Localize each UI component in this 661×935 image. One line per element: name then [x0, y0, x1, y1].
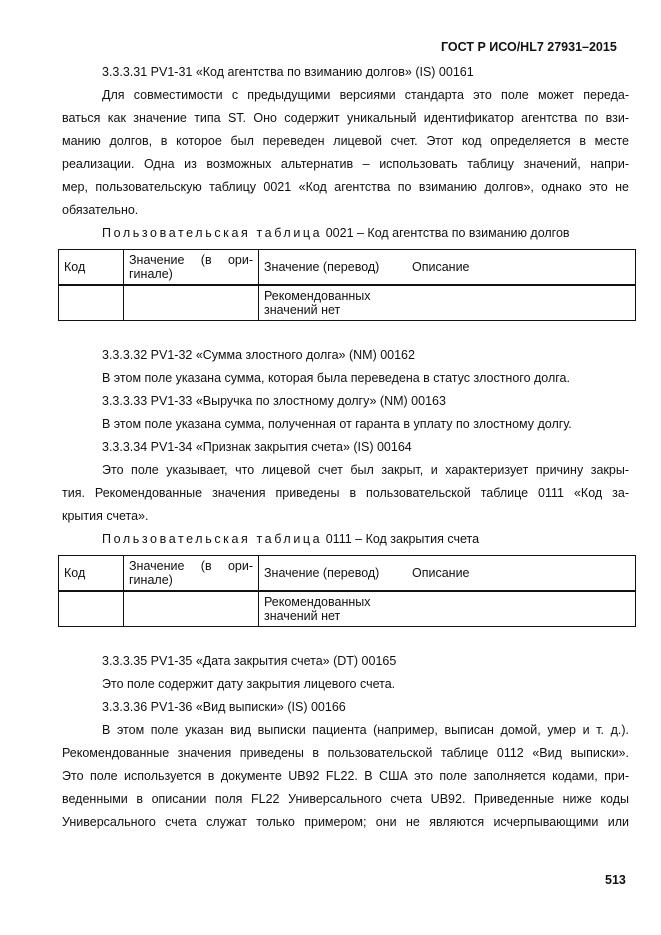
column-header-description: Описание	[407, 556, 636, 592]
user-table-0021	[58, 249, 636, 321]
paragraph-line: Для совместимости с предыдущими версиями стандарта это поле может переда-	[102, 88, 629, 102]
table-cell-translation: Рекомендованных значений нет	[259, 285, 408, 321]
table-row	[59, 591, 636, 627]
paragraph-line: Рекомендованные значения приведены в пользовательской таблице 0112 «Вид выписки».	[62, 746, 629, 760]
table-caption-0111: Пользовательская таблица 0111 – Код закрытия счета	[102, 532, 480, 546]
section-heading-31: 3.3.3.31 PV1-31 «Код агентства по взиманию долгов» (IS) 00161	[102, 65, 474, 79]
page-number: 513	[605, 873, 626, 887]
paragraph-line: В этом поле указана сумма, которая была переведена в статус злостного долга.	[102, 371, 570, 385]
paragraph-line: В этом поле указан вид выписки пациента (например, выписан домой, умер и т. д.).	[102, 723, 629, 737]
section-heading-32: 3.3.3.32 PV1-32 «Сумма злостного долга» (NM) 00162	[102, 348, 415, 362]
paragraph-line: ваться как значение типа ST. Оно содержит уникальный идентификатор агентства по взи-	[62, 111, 629, 125]
section-heading-35: 3.3.3.35 PV1-35 «Дата закрытия счета» (DT) 00165	[102, 654, 397, 668]
table-cell-translation: Рекомендованных значений нет	[259, 591, 408, 627]
table-row	[59, 285, 636, 321]
column-header-original: Значение (в ори- гинале)	[124, 250, 259, 286]
paragraph-line: реализации. Одна из возможных альтернатив – использовать таблицу значений, напри-	[62, 157, 629, 171]
paragraph-line: Это поле указывает, что лицевой счет был закрыт, и характеризует причину закры-	[102, 463, 629, 477]
paragraph-line: манию долгов, в которое был переведен лицевой счет. Этот код определяется в месте	[62, 134, 629, 148]
paragraph-line: Это поле содержит дату закрытия лицевого счета.	[102, 677, 396, 691]
paragraph-line: веденными в описании поля FL22 Универсального счета UB92. Приведенные ниже коды	[62, 792, 629, 806]
column-header-code: Код	[59, 556, 124, 592]
paragraph-line: Это поле используется в документе UB92 FL22. В США это поле заполняется кодами, при-	[62, 769, 629, 783]
paragraph-line: мер, пользовательскую таблицу 0021 «Код агентства по взиманию долгов», однако это не	[62, 180, 629, 194]
paragraph-line: В этом поле указана сумма, полученная от гаранта в уплату по злостному долгу.	[102, 417, 572, 431]
column-header-original: Значение (в ори- гинале)	[124, 556, 259, 592]
paragraph-line: обязательно.	[62, 203, 139, 217]
paragraph-line: Универсального счета служат только примером; они не являются исчерпывающими или	[62, 815, 629, 829]
table-cell	[407, 285, 636, 321]
table-header-row	[59, 556, 636, 592]
column-header-code: Код	[59, 250, 124, 286]
column-header-description: Описание	[407, 250, 636, 286]
table-cell	[124, 285, 259, 321]
user-table-0111	[58, 555, 636, 627]
column-header-translation: Значение (перевод)	[259, 250, 408, 286]
section-heading-33: 3.3.3.33 PV1-33 «Выручка по злостному долгу» (NM) 00163	[102, 394, 446, 408]
document-header: ГОСТ Р ИСО/HL7 27931–2015	[441, 40, 617, 54]
table-cell	[124, 591, 259, 627]
table-cell	[59, 591, 124, 627]
table-cell	[59, 285, 124, 321]
column-header-translation: Значение (перевод)	[259, 556, 408, 592]
paragraph-line: крытия счета».	[62, 509, 149, 523]
table-header-row	[59, 250, 636, 286]
section-heading-36: 3.3.3.36 PV1-36 «Вид выписки» (IS) 00166	[102, 700, 346, 714]
paragraph-line: тия. Рекомендованные значения приведены в пользовательской таблице 0111 «Код за-	[62, 486, 629, 500]
section-heading-34: 3.3.3.34 PV1-34 «Признак закрытия счета» (IS) 00164	[102, 440, 412, 454]
table-cell	[407, 591, 636, 627]
table-caption-0021: Пользовательская таблица 0021 – Код агентства по взиманию долгов	[102, 226, 570, 240]
